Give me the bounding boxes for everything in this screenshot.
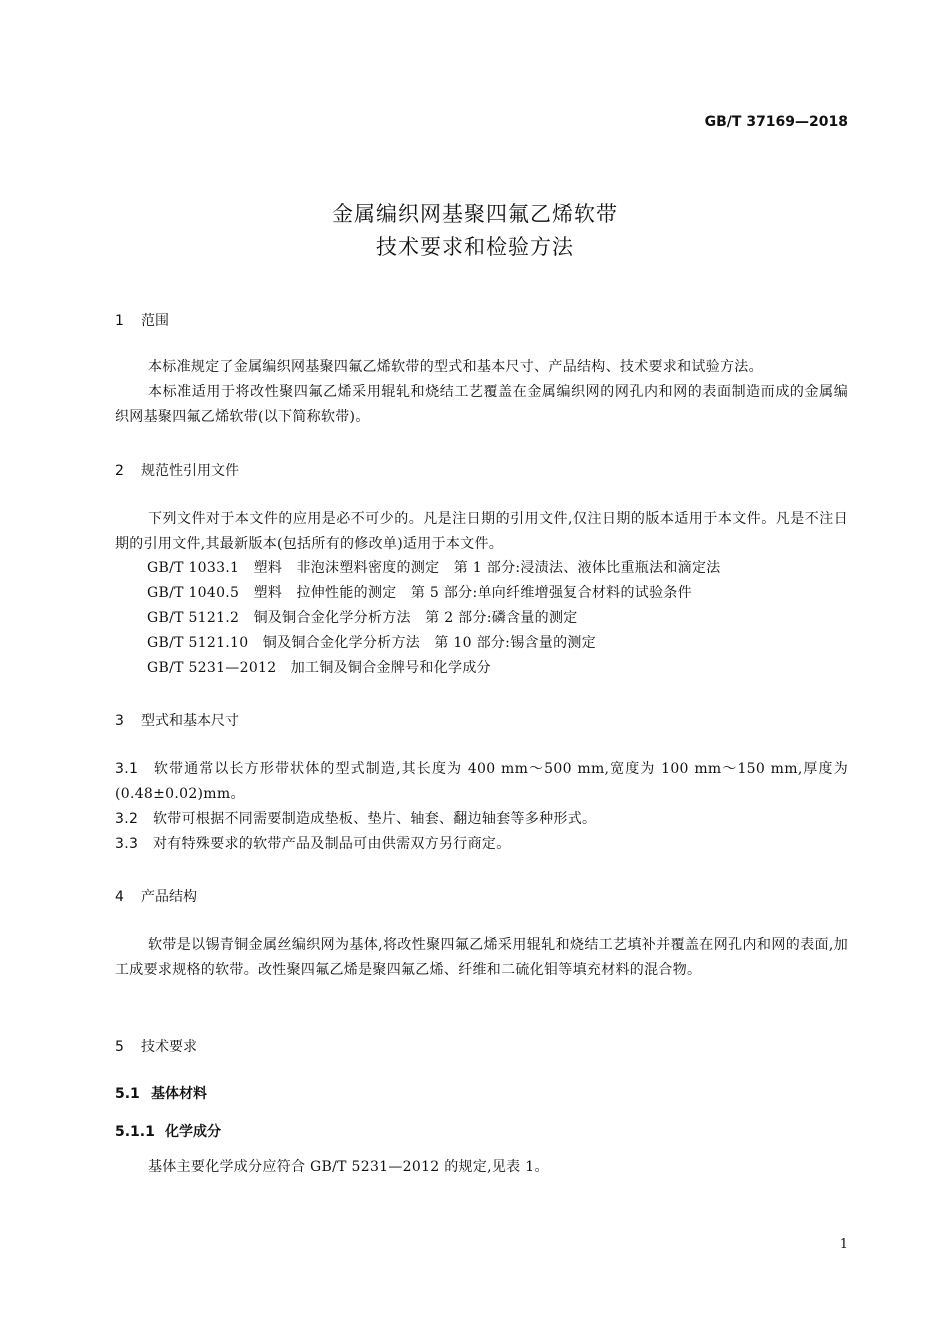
section-3-heading — [115, 710, 239, 730]
section-number: 5 — [115, 1039, 124, 1055]
section-title: 范围 — [141, 313, 169, 329]
clause-text: 软带通常以长方形带状体的型式制造,其长度为 400 mm～500 mm,宽度为 100 mm～150 mm,厚度为(0.48±0.02)mm。 — [115, 761, 848, 802]
section-title: 基体材料 — [151, 1086, 207, 1102]
section-5-1-1-paragraph: 基体主要化学成分应符合 GB/T 5231—2012 的规定,见表 1。 — [148, 1159, 549, 1175]
clause-text: 对有特殊要求的软带产品及制品可由供需双方另行商定。 — [153, 836, 511, 852]
section-number: 1 — [115, 313, 124, 329]
section-1-heading — [115, 310, 169, 330]
reference-item: GB/T 5121.10 铜及铜合金化学分析方法 第 10 部分:锡含量的测定 — [147, 635, 596, 651]
clause-number: 3.1 — [115, 761, 139, 777]
section-title: 技术要求 — [141, 1039, 197, 1055]
section-2-paragraph-1: 下列文件对于本文件的应用是必不可少的。凡是注日期的引用文件,仅注日期的版本适用于本文件。凡是不注日期的引用文件,其最新版本(包括所有的修改单)适用于本文件。 — [115, 511, 848, 552]
section-4-heading — [115, 886, 197, 906]
section-number: 2 — [115, 463, 124, 479]
section-title: 化学成分 — [165, 1124, 221, 1140]
section-5-1-heading — [115, 1083, 207, 1103]
reference-item: GB/T 5121.2 铜及铜合金化学分析方法 第 2 部分:磷含量的测定 — [147, 610, 578, 626]
reference-item: GB/T 1040.5 塑料 拉伸性能的测定 第 5 部分:单向纤维增强复合材料的试验条件 — [147, 585, 692, 601]
section-1-paragraph-1: 本标准规定了金属编织网基聚四氟乙烯软带的型式和基本尺寸、产品结构、技术要求和试验方法。 — [148, 359, 763, 375]
clause-number: 3.3 — [115, 836, 139, 852]
clause-3-3 — [115, 832, 848, 857]
document-title-line1: 金属编织网基聚四氟乙烯软带 — [332, 202, 618, 226]
clause-3-1 — [115, 757, 848, 807]
section-number: 5.1 — [115, 1086, 140, 1102]
section-4-paragraph-1: 软带是以锡青铜金属丝编织网为基体,将改性聚四氟乙烯采用辊轧和烧结工艺填补并覆盖在网孔内和网的表面,加工成要求规格的软带。改性聚四氟乙烯是聚四氟乙烯、纤维和二硫化钼等填充材料的混合物。 — [115, 937, 848, 978]
reference-item: GB/T 5231—2012 加工铜及铜合金牌号和化学成分 — [147, 660, 491, 676]
reference-item: GB/T 1033.1 塑料 非泡沫塑料密度的测定 第 1 部分:浸渍法、液体比重瓶法和滴定法 — [147, 560, 721, 576]
document-title-line2: 技术要求和检验方法 — [376, 235, 574, 259]
section-title: 产品结构 — [141, 889, 197, 905]
clause-number: 3.2 — [115, 811, 139, 827]
section-number: 3 — [115, 713, 124, 729]
section-5-1-1-heading — [115, 1121, 221, 1141]
section-5-heading — [115, 1036, 197, 1056]
section-number: 4 — [115, 889, 124, 905]
section-number: 5.1.1 — [115, 1124, 155, 1140]
standard-number: GB/T 37169—2018 — [704, 114, 848, 130]
section-2-heading — [115, 460, 239, 480]
clause-text: 软带可根据不同需要制造成垫板、垫片、轴套、翻边轴套等多种形式。 — [153, 811, 597, 827]
section-title: 规范性引用文件 — [141, 463, 239, 479]
section-1-paragraph-2: 本标准适用于将改性聚四氟乙烯采用辊轧和烧结工艺覆盖在金属编织网的网孔内和网的表面制造而成的金属编织网基聚四氟乙烯软带(以下简称软带)。 — [115, 384, 848, 425]
page-number: 1 — [839, 1237, 848, 1252]
section-title: 型式和基本尺寸 — [141, 713, 239, 729]
clause-3-2 — [115, 807, 848, 832]
